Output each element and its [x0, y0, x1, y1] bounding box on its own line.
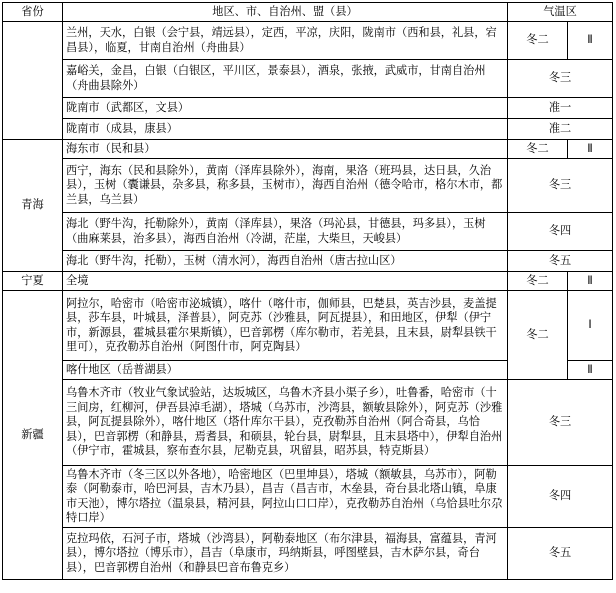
subzone-cell: Ⅱ — [568, 22, 613, 60]
area-cell: 克拉玛依，石河子市，塔城（沙湾县），阿勒泰地区（布尔津县，福海县，富蕴县，青河县），博尔塔拉（博乐市），昌吉（阜康市，玛纳斯县，呼图壁县，吉木萨尔县，奇台县），巴音郭楞自治州（和静县巴音布鲁克乡） — [63, 528, 508, 580]
table-row — [3, 60, 613, 98]
table-row — [3, 291, 613, 361]
zone-cell: 冬三 — [508, 159, 613, 213]
province-cell-ningxia: 宁夏 — [3, 272, 63, 291]
subzone-cell: Ⅱ — [568, 272, 613, 291]
subzone-cell: Ⅱ — [568, 140, 613, 159]
table-header-row — [3, 3, 613, 22]
area-cell: 海北（野牛沟，托勒除外），黄南（泽库县），果洛（玛沁县，甘德县，玛多县），玉树（曲麻莱县，治多县），海西自治州（冷湖，茫崖，大柴旦，天峻县） — [63, 213, 508, 251]
table-row — [3, 528, 613, 580]
area-cell: 陇南市（武都区，文县） — [63, 98, 508, 119]
zone-cell: 冬三 — [508, 60, 613, 98]
zone-cell: 冬四 — [508, 213, 613, 251]
zone-cell: 冬三 — [508, 380, 613, 466]
zone-cell: 冬二 — [508, 291, 568, 380]
zone-cell: 准一 — [508, 98, 613, 119]
area-cell: 全境 — [63, 272, 508, 291]
area-cell: 乌鲁木齐市（牧业气象试验站，达坂城区，乌鲁木齐县小渠子乡），吐鲁番，哈密市（十三间房，红柳河，伊吾县淖毛湖），塔城（乌苏市，沙湾县，额敏县除外），阿克苏（沙雅县，阿瓦提县除外），喀什地区（塔什库尔干县），克孜勒苏自治州（阿合奇县，乌恰县），巴音郭楞（和静县，焉耆县，和硕县，轮台县，尉犁县，且末县塔中），伊犁自治州（伊宁市，霍城县，察布查尔县，尼勒克县，巩留县，昭苏县，特克斯县） — [63, 380, 508, 466]
table-row — [3, 213, 613, 251]
zone-cell: 冬四 — [508, 466, 613, 528]
zone-cell: 冬二 — [508, 22, 568, 60]
table-row — [3, 140, 613, 159]
table-row — [3, 159, 613, 213]
area-cell: 西宁，海东（民和县除外），黄南（泽库县除外），海南，果洛（班玛县，达日县，久治县），玉树（囊谦县，杂多县，称多县，玉树市），海西自治州（德令哈市，格尔木市，都兰县，乌兰县） — [63, 159, 508, 213]
table-row — [3, 98, 613, 119]
province-cell-qinghai: 青海 — [3, 140, 63, 272]
subzone-cell: Ⅱ — [568, 361, 613, 380]
table-row — [3, 466, 613, 528]
area-header: 地区、市、自治州、盟（县） — [63, 3, 508, 22]
table-row — [3, 272, 613, 291]
area-cell: 海东市（民和县） — [63, 140, 508, 159]
table-row — [3, 119, 613, 140]
zone-cell: 冬五 — [508, 528, 613, 580]
table-row — [3, 380, 613, 466]
table-row — [3, 251, 613, 272]
zone-cell: 冬二 — [508, 140, 568, 159]
area-cell: 喀什地区（岳普湖县） — [63, 361, 508, 380]
area-cell: 乌鲁木齐市（冬三区以外各地），哈密地区（巴里坤县），塔城（额敏县，乌苏市），阿勒泰（阿勒泰市，哈巴河县，吉木乃县），昌吉（昌吉市，木垒县，奇台县北塔山镇，阜康市天池），博尔塔拉（温泉县，精河县，阿拉山口口岸），克孜勒苏自治州（乌恰县吐尔尕特口岸） — [63, 466, 508, 528]
area-cell: 陇南市（成县，康县） — [63, 119, 508, 140]
table-row — [3, 22, 613, 60]
zone-cell: 冬二 — [508, 272, 568, 291]
area-cell: 兰州，天水，白银（会宁县，靖远县），定西，平凉，庆阳，陇南市（西和县，礼县，宕昌县），临夏，甘南自治州（舟曲县） — [63, 22, 508, 60]
subzone-cell: Ⅰ — [568, 291, 613, 361]
climate-zone-table — [2, 2, 613, 580]
province-cell-gansu — [3, 22, 63, 140]
area-cell: 阿拉尔，哈密市（哈密市泌城镇），喀什（喀什市，伽师县，巴楚县，英吉沙县，麦盖提县，莎车县，叶城县，泽普县），阿克苏（沙雅县，阿瓦提县），和田地区，伊犁（伊宁市，新源县，霍城县霍尔果斯镇），巴音郭楞（库尔勒市，若羌县，且末县，尉犁县铁干里可），克孜勒苏自治州（阿图什市，阿克陶县） — [63, 291, 508, 361]
area-cell: 嘉峪关，金昌，白银（白银区，平川区，景泰县），酒泉，张掖，武威市，甘南自治州（舟曲县除外） — [63, 60, 508, 98]
area-cell: 海北（野牛沟，托勒），玉树（清水河），海西自治州（唐古拉山区） — [63, 251, 508, 272]
zone-cell: 冬五 — [508, 251, 613, 272]
zone-cell: 准二 — [508, 119, 613, 140]
province-cell-xinjiang: 新疆 — [3, 291, 63, 580]
province-header: 省份 — [3, 3, 63, 22]
climate-zone-header: 气温区 — [508, 3, 613, 22]
